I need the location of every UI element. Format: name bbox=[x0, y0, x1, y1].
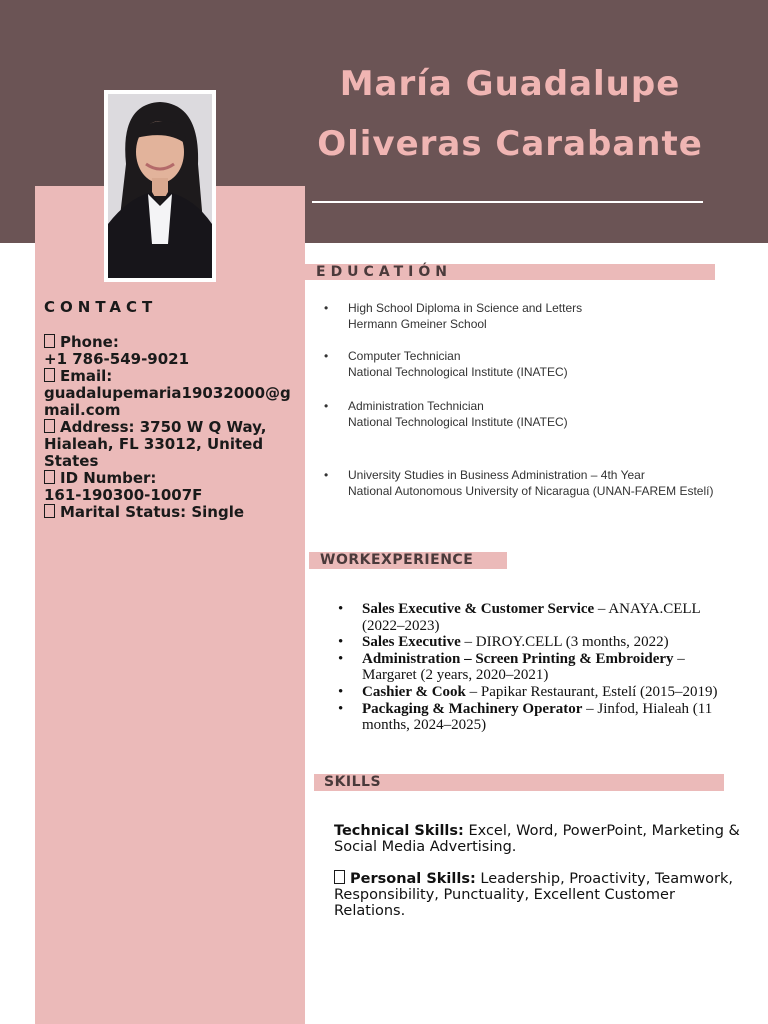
education-school: National Autonomous University of Nicaragua (UNAN-FAREM Estelí) bbox=[348, 484, 714, 498]
email-icon bbox=[44, 368, 55, 382]
address-icon bbox=[44, 419, 55, 433]
marital-icon bbox=[44, 504, 55, 518]
contact-heading: CONTACT bbox=[44, 298, 158, 316]
name-second-line: Oliveras Carabante bbox=[317, 124, 703, 164]
personal-skills-label: Personal Skills: bbox=[350, 871, 476, 887]
address-entry bbox=[44, 419, 294, 470]
work-heading: WORKEXPERIENCE bbox=[320, 552, 474, 568]
id-entry bbox=[44, 470, 294, 487]
technical-skills-text: Excel, Word, PowerPoint, Marketing & Social Media Advertising. bbox=[334, 823, 740, 855]
email-label: Email: bbox=[60, 367, 113, 385]
contact-details bbox=[44, 334, 294, 521]
email-entry bbox=[44, 368, 294, 385]
education-school: National Technological Institute (INATEC) bbox=[348, 365, 568, 379]
phone-entry bbox=[44, 334, 294, 351]
personal-skills bbox=[334, 870, 744, 919]
education-item bbox=[320, 467, 738, 499]
work-role: Packaging & Machinery Operator bbox=[362, 700, 583, 717]
id-icon bbox=[44, 470, 55, 484]
email-value: guadalupemaria19032000@gmail.com bbox=[44, 384, 291, 419]
education-item bbox=[320, 348, 748, 380]
skills-heading: SKILLS bbox=[324, 774, 382, 790]
profile-photo-frame bbox=[104, 90, 216, 282]
work-role: Sales Executive bbox=[362, 634, 461, 651]
marital-entry bbox=[44, 504, 294, 521]
education-school: National Technological Institute (INATEC) bbox=[348, 415, 568, 429]
education-school: Hermann Gmeiner School bbox=[348, 317, 487, 331]
address-value: Address: 3750 W Q Way, Hialeah, FL 33012, United States bbox=[44, 418, 272, 470]
work-detail: – Jinfod, Hialeah (11 months, 2024–2025) bbox=[362, 700, 713, 734]
work-role: Administration – Screen Printing & Embroidery bbox=[362, 650, 674, 667]
skills-section bbox=[334, 823, 744, 934]
work-item bbox=[338, 701, 738, 734]
work-detail: – Papikar Restaurant, Estelí (2015–2019) bbox=[465, 683, 718, 700]
work-detail: – Margaret (2 years, 2020–2021) bbox=[362, 650, 685, 684]
personal-skills-icon bbox=[334, 870, 345, 884]
technical-skills bbox=[334, 823, 744, 855]
education-heading: EDUCATIÓN bbox=[316, 264, 452, 280]
work-item bbox=[338, 601, 738, 634]
education-degree: • Computer Technician bbox=[348, 349, 461, 363]
profile-photo bbox=[108, 94, 212, 278]
work-role: Sales Executive & Customer Service bbox=[362, 601, 595, 617]
education-item bbox=[320, 398, 748, 430]
portrait-illustration bbox=[108, 94, 212, 278]
work-item bbox=[338, 634, 738, 651]
phone-label: Phone: bbox=[60, 333, 119, 351]
work-item bbox=[338, 684, 738, 701]
education-item bbox=[320, 300, 748, 332]
work-role: Cashier & Cook bbox=[362, 683, 466, 700]
work-item bbox=[338, 651, 738, 684]
work-list bbox=[338, 601, 738, 734]
education-degree: • High School Diploma in Science and Letters bbox=[348, 301, 583, 315]
id-label: ID Number: bbox=[60, 469, 157, 487]
work-detail: – DIROY.CELL (3 months, 2022) bbox=[460, 634, 669, 651]
personal-skills-text: Leadership, Proactivity, Teamwork, Responsibility, Punctuality, Excellent Customer Relations. bbox=[334, 871, 733, 919]
phone-icon bbox=[44, 334, 55, 348]
id-value: 161-190300-1007F bbox=[44, 486, 203, 504]
marital-value: Marital Status: Single bbox=[60, 503, 245, 521]
name-divider bbox=[312, 201, 703, 203]
technical-skills-label: Technical Skills: bbox=[334, 823, 464, 839]
phone-value: +1 786-549-9021 bbox=[44, 350, 190, 368]
education-degree: • Administration Technician bbox=[348, 399, 484, 413]
education-degree: • University Studies in Business Administration – 4th Year bbox=[348, 468, 645, 482]
work-detail: – ANAYA.CELL (2022–2023) bbox=[362, 601, 701, 634]
name-first-line: María Guadalupe bbox=[339, 64, 681, 104]
